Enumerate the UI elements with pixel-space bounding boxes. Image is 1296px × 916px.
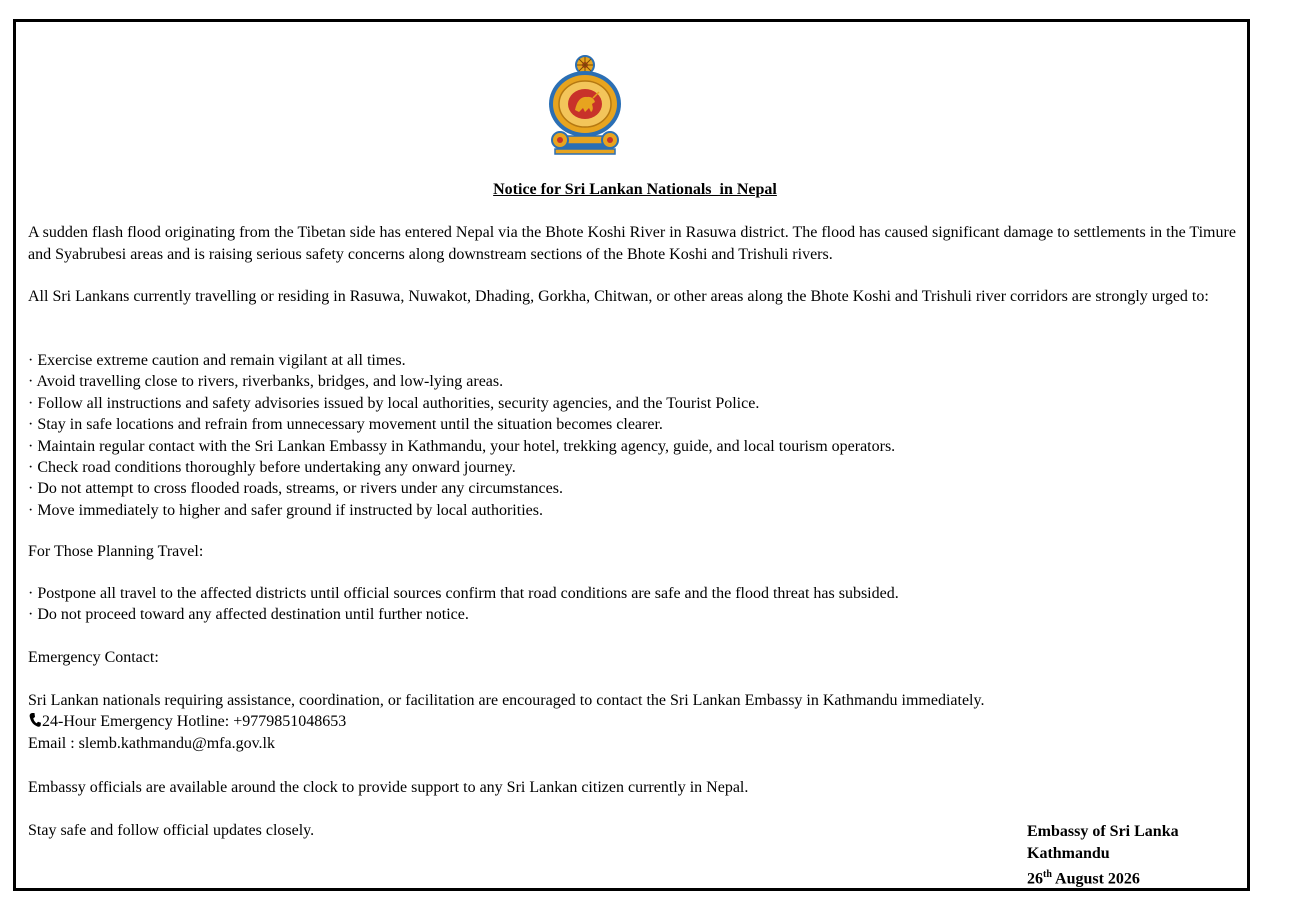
email-line: Email : slemb.kathmandu@mfa.gov.lk bbox=[28, 734, 275, 752]
phone-icon bbox=[28, 712, 42, 728]
intro-paragraph: A sudden flash flood originating from the Tibetan side has entered Nepal via the Bhote Koshi River in Rasuwa district. The flood has caused significant damage to settlements in the Timure and Syabrubesi areas and is raising serious safety concerns along downstream sections of the Bhote Koshi and Trishuli rivers. bbox=[28, 224, 1236, 263]
list-item: · Stay in safe locations and refrain from unnecessary movement until the situation becomes clearer. bbox=[28, 416, 663, 434]
list-item: · Follow all instructions and safety advisories issued by local authorities, security agencies, and the Tourist Police. bbox=[28, 394, 760, 412]
contact-block bbox=[28, 690, 984, 754]
list-item: · Postpone all travel to the affected districts until official sources confirm that road conditions are safe and the flood threat has subsided. bbox=[28, 585, 899, 602]
list-item: · Exercise extreme caution and remain vigilant at all times. bbox=[28, 352, 406, 369]
contact-text: Sri Lankan nationals requiring assistance, coordination, or facilitation are encouraged to contact the Sri Lankan Embassy in Kathmandu immediately. bbox=[28, 692, 985, 709]
availability-paragraph: Embassy officials are available around the clock to provide support to any Sri Lankan citizen currently in Nepal. bbox=[28, 779, 749, 796]
travel-heading: For Those Planning Travel: bbox=[28, 543, 204, 560]
sri-lanka-emblem-icon bbox=[545, 52, 625, 160]
urge-paragraph: All Sri Lankans currently travelling or residing in Rasuwa, Nuwakot, Dhading, Gorkha, Chitwan, or other areas along the Bhote Koshi and Trishuli river corridors are strongly urged to: bbox=[28, 288, 1209, 305]
date-suffix: th bbox=[1043, 869, 1052, 880]
closing-line: Stay safe and follow official updates closely. bbox=[28, 822, 315, 839]
advisory-list bbox=[28, 350, 895, 521]
emergency-heading: Emergency Contact: bbox=[28, 649, 159, 666]
signature-block bbox=[1027, 821, 1179, 890]
list-item: · Do not attempt to cross flooded roads, streams, or rivers under any circumstances. bbox=[28, 480, 563, 498]
list-item: · Maintain regular contact with the Sri Lankan Embassy in Kathmandu, your hotel, trekking agency, guide, and local tourism operators. bbox=[28, 437, 896, 455]
travel-list bbox=[28, 583, 899, 626]
list-item: · Do not proceed toward any affected destination until further notice. bbox=[28, 606, 469, 624]
list-item: · Check road conditions thoroughly before undertaking any onward journey. bbox=[28, 459, 516, 477]
notice-title: Notice for Sri Lankan Nationals in Nepal bbox=[493, 181, 777, 198]
signature-city: Kathmandu bbox=[1027, 844, 1110, 862]
hotline-text: 24-Hour Emergency Hotline: +9779851048653 bbox=[42, 713, 347, 731]
signature-date bbox=[1027, 864, 1179, 890]
hotline-line bbox=[28, 711, 984, 732]
date-rest: August 2026 bbox=[1051, 870, 1140, 888]
date-day: 26 bbox=[1027, 870, 1043, 888]
signature-org: Embassy of Sri Lanka bbox=[1027, 823, 1179, 840]
list-item: · Avoid travelling close to rivers, riverbanks, bridges, and low-lying areas. bbox=[28, 373, 504, 391]
list-item: · Move immediately to higher and safer ground if instructed by local authorities. bbox=[28, 501, 543, 519]
